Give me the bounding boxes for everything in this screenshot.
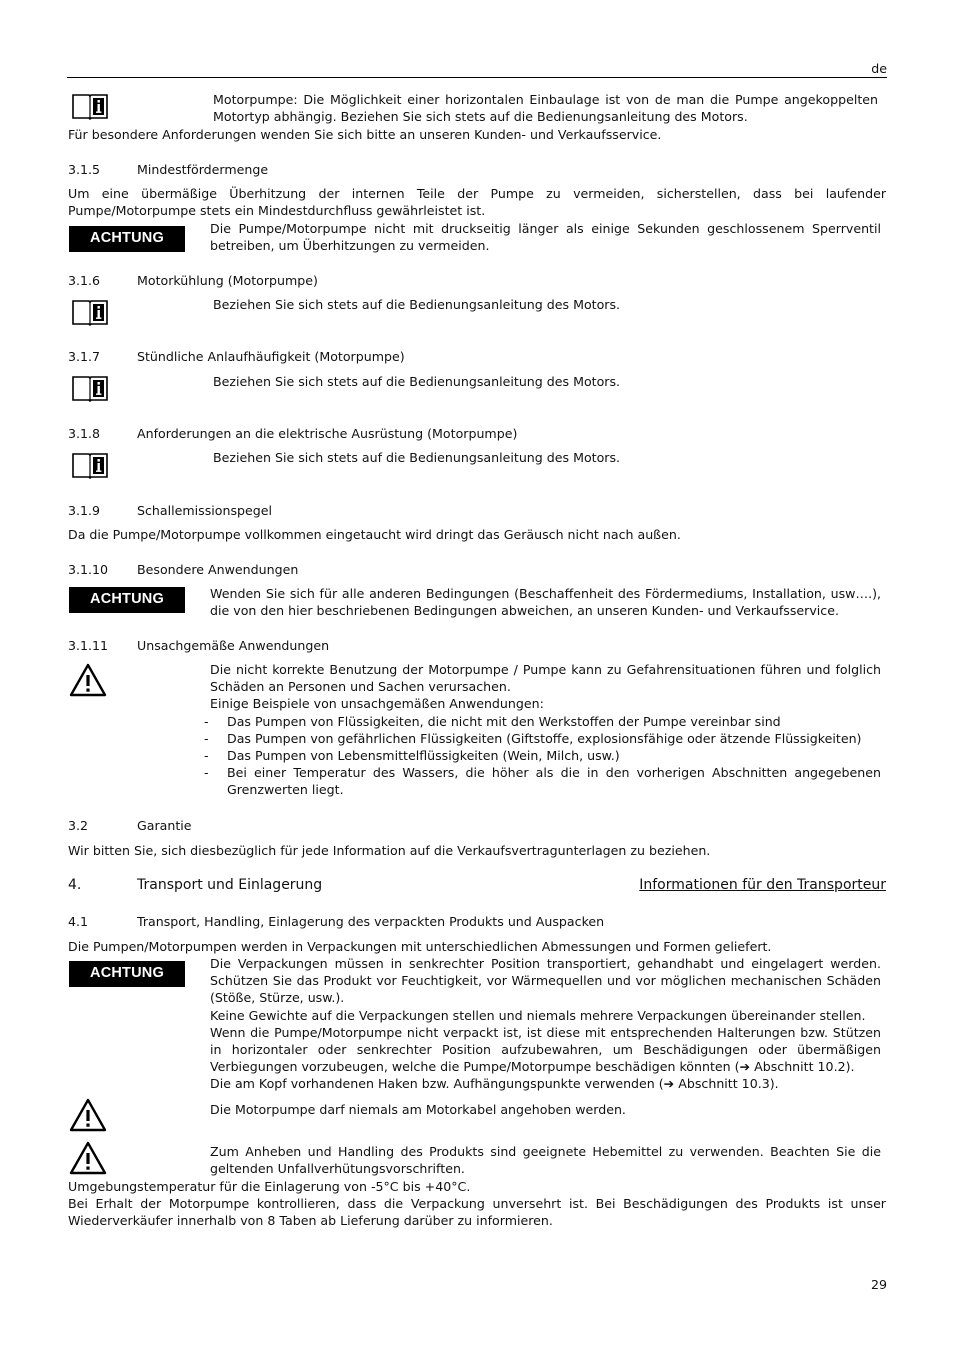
intro-special-text: Für besondere Anforderungen wenden Sie sich bitte an unseren Kunden- und Verkaufsservice. bbox=[68, 127, 662, 142]
section-3-1-9-text: Da die Pumpe/Motorpumpe vollkommen eingetaucht wird dringt das Geräusch nicht nach außen. bbox=[68, 527, 681, 542]
section-3-2-text: Wir bitten Sie, sich diesbezüglich für jede Information auf die Verkaufsvertragunterlagen zu beziehen. bbox=[68, 843, 711, 858]
warning-triangle-icon bbox=[69, 1097, 107, 1137]
cable-warning: Die Motorpumpe darf niemals am Motorkabel angehoben werden. bbox=[210, 1102, 626, 1117]
hook-warning: Die am Kopf vorhandenen Haken bzw. Aufhängungspunkte verwenden (➔ Abschnitt 10.3). bbox=[210, 1076, 779, 1092]
transporter-info-label: Informationen für den Transporteur bbox=[639, 877, 886, 893]
lifting-warning: Zum Anheben und Handling des Produkts sind geeignete Hebemittel zu verwenden. Beachten Sie die geltenden Unfallverhütungsvorschriften. bbox=[210, 1144, 881, 1177]
manual-book-icon bbox=[71, 373, 109, 407]
page-number: 29 bbox=[870, 1277, 887, 1292]
receipt-check-text: Bei Erhalt der Motorpumpe kontrollieren, dass die Verpackung unversehrt ist. Bei Beschädigungen des Produkts ist unser Wiederverkäufer innerhalb von 8 Taben ab Lieferung darüber zu informieren. bbox=[68, 1196, 886, 1229]
intro-motor-text: Motorpumpe: Die Möglichkeit einer horizontalen Einbaulage ist von de man die Pumpe angekoppelten Motortyp abhängig. Beziehen Sie sich stets auf die Bedienungsanleitung des Motors. bbox=[213, 92, 878, 125]
achtung-badge: ACHTUNG bbox=[69, 226, 185, 252]
stacking-warning: Keine Gewichte auf die Verpackungen stellen und niemals mehrere Verpackungen übereinander stellen. bbox=[210, 1007, 866, 1023]
section-3-1-5-warning: Die Pumpe/Motorpumpe nicht mit druckseitig länger als einige Sekunden geschlossenem Sperrventil betreiben, um Überhitzungen zu vermeiden. bbox=[210, 221, 881, 254]
section-3-1-6-text: Beziehen Sie sich stets auf die Bedienungsanleitung des Motors. bbox=[213, 297, 621, 312]
section-3-1-11-heading: 3.1.11 Unsachgemäße Anwendungen bbox=[68, 638, 330, 653]
list-item: - Das Pumpen von Flüssigkeiten, die nicht mit den Werkstoffen der Pumpe vereinbar sind bbox=[210, 713, 881, 730]
manual-book-icon bbox=[71, 297, 109, 331]
unpacked-storage-warning: Wenn die Pumpe/Motorpumpe nicht verpackt ist, ist diese mit entsprechenden Halterungen bzw. Stützen in horizontaler oder senkrechter Position aufzubewahren, um Beschädigungen oder übermäßigen Verbiegungen vorzubeugen, welche die Pumpe/Motorpumpe beschädigen könnten (➔ Abschnitt 10.2). bbox=[210, 1024, 881, 1075]
achtung-badge: ACHTUNG bbox=[69, 961, 185, 987]
section-3-2-heading: 3.2 Garantie bbox=[68, 818, 192, 833]
section-3-1-7-heading: 3.1.7 Stündliche Anlaufhäufigkeit (Motorpumpe) bbox=[68, 349, 405, 364]
section-3-1-5-text: Um eine übermäßige Überhitzung der internen Teile der Pumpe zu vermeiden, sicherstellen, dass bei laufender Pumpe/Motorpumpe stets ein Mindestdurchfluss gewährleistet ist. bbox=[68, 186, 886, 219]
section-3-1-5-heading: 3.1.5 Mindestfördermenge bbox=[68, 162, 269, 177]
achtung-badge: ACHTUNG bbox=[69, 587, 185, 613]
list-item: - Das Pumpen von Lebensmittelflüssigkeiten (Wein, Milch, usw.) bbox=[210, 747, 881, 764]
manual-book-icon bbox=[71, 450, 109, 484]
section-3-1-8-text: Beziehen Sie sich stets auf die Bedienungsanleitung des Motors. bbox=[213, 450, 621, 465]
list-item: - Das Pumpen von gefährlichen Flüssigkeiten (Giftstoffe, explosionsfähige oder ätzende Flüssigkeiten) bbox=[210, 730, 881, 747]
section-3-1-6-heading: 3.1.6 Motorkühlung (Motorpumpe) bbox=[68, 273, 318, 288]
manual-book-icon bbox=[71, 91, 109, 125]
header-rule bbox=[67, 77, 887, 78]
misuse-intro: Die nicht korrekte Benutzung der Motorpumpe / Pumpe kann zu Gefahrensituationen führen und folglich Schäden an Personen und Sachen verursachen. bbox=[210, 662, 881, 695]
language-code: de bbox=[871, 61, 887, 76]
section-4-1-heading: 4.1 Transport, Handling, Einlagerung des verpackten Produkts und Auspacken bbox=[68, 914, 605, 929]
section-4-1-text: Die Pumpen/Motorpumpen werden in Verpackungen mit unterschiedlichen Abmessungen und Formen geliefert. bbox=[68, 939, 772, 954]
misuse-examples-label: Einige Beispiele von unsachgemäßen Anwendungen: bbox=[210, 696, 544, 712]
section-3-1-8-heading: 3.1.8 Anforderungen an die elektrische Ausrüstung (Motorpumpe) bbox=[68, 426, 518, 441]
storage-temperature: Umgebungstemperatur für die Einlagerung von -5°C bis +40°C. bbox=[68, 1179, 471, 1194]
misuse-list bbox=[210, 713, 881, 799]
section-3-1-10-text: Wenden Sie sich für alle anderen Bedingungen (Beschaffenheit des Fördermediums, Installation, usw….), die von den hier beschriebenen Bedingungen abweichen, an unseren Kunden- und Verkaufsservice. bbox=[210, 586, 881, 619]
section-4-1-warnings bbox=[210, 955, 881, 1093]
warning-triangle-icon bbox=[69, 662, 107, 702]
section-3-1-11-text bbox=[210, 661, 881, 799]
warning-triangle-icon bbox=[69, 1140, 107, 1180]
packaging-warning: Die Verpackungen müssen in senkrechter Position transportiert, gehandhabt und eingelagert werden. Schützen Sie das Produkt vor Feuchtigkeit, vor Wärmequellen und vor möglichen mechanischen Schäden (Stöße, Stürze, usw.). bbox=[210, 956, 881, 1006]
section-3-1-9-heading: 3.1.9 Schallemissionspegel bbox=[68, 503, 272, 518]
list-item: - Bei einer Temperatur des Wassers, die höher als die in den vorherigen Abschnitten angegebenen Grenzwerten liegt. bbox=[210, 764, 881, 798]
section-3-1-7-text: Beziehen Sie sich stets auf die Bedienungsanleitung des Motors. bbox=[213, 374, 621, 389]
section-3-1-10-heading: 3.1.10 Besondere Anwendungen bbox=[68, 562, 299, 577]
chapter-4-heading: 4. Transport und Einlagerung bbox=[68, 877, 323, 893]
